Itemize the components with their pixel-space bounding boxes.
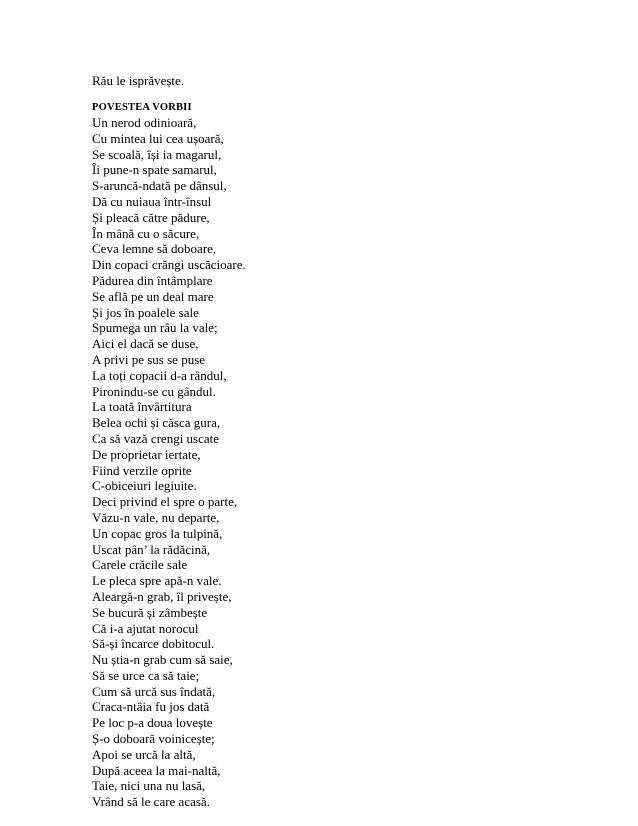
intro-line: Rău le isprăvește. bbox=[92, 73, 185, 88]
poem-line: Cu mintea lui cea ușoară, bbox=[92, 130, 224, 146]
poem-line: Belea ochi și căsca gura, bbox=[92, 415, 221, 431]
poem-line: S-aruncă-ndată pe dânsul, bbox=[92, 178, 227, 194]
poem-title: POVESTEA VORBII bbox=[92, 102, 192, 113]
poem-line: Uscat pân’ la rădăcină, bbox=[92, 541, 211, 557]
poem-line: Pe loc p-a doua lovește bbox=[92, 715, 213, 731]
poem-line: Se scoală, își ia magarul, bbox=[92, 146, 222, 162]
poem-line: Aleargă-n grab, îl privește, bbox=[92, 588, 232, 604]
poem-line: Văzu-n vale, nu departe, bbox=[92, 509, 220, 525]
poem-line: Pădurea din întâmplare bbox=[92, 272, 213, 288]
poem-line: La toți copacii d-a rândul, bbox=[92, 367, 227, 383]
poem-line: C-obiceiuri legiuite. bbox=[92, 478, 197, 494]
poem-line: De proprietar iertate, bbox=[92, 446, 201, 462]
poem-line: Dă cu nuiaua într-însul bbox=[92, 193, 212, 209]
poem-line: La toată învârtitura bbox=[92, 399, 192, 415]
poem-line: Că i-a ajutat norocul bbox=[92, 620, 199, 636]
poem-line: Îi pune-n spate samarul, bbox=[92, 162, 217, 178]
poem-line: Aici el dacă se duse, bbox=[92, 336, 199, 352]
poem-line: Ceva lemne să doboare, bbox=[92, 241, 217, 257]
poem-line: Ș-o doboară voinicește; bbox=[92, 731, 215, 747]
poem-line: Fiind verzile oprite bbox=[92, 462, 192, 478]
poem-line: În mână cu o săcure, bbox=[92, 225, 200, 241]
poem-body bbox=[92, 115, 246, 810]
poem-line: Și pleacă către pădure, bbox=[92, 209, 210, 225]
poem-line: Se află pe un deal mare bbox=[92, 288, 214, 304]
poem-line: Se bucură și zâmbește bbox=[92, 604, 208, 620]
poem-line: Cum să urcă sus îndată, bbox=[92, 683, 216, 699]
poem-line: După aceea la mai-naltă, bbox=[92, 762, 221, 778]
poem-line: Craca-ntâia fu jos dată bbox=[92, 699, 210, 715]
poem-line: Și jos în poalele sale bbox=[92, 304, 199, 320]
poem-line: Carele crăcile sale bbox=[92, 557, 188, 573]
poem-line: A privi pe sus se puse bbox=[92, 351, 206, 367]
poem-line: Pironindu-se cu gândul. bbox=[92, 383, 216, 399]
poem-line: Nu știa-n grab cum să saie, bbox=[92, 652, 233, 668]
poem-line: Deci privind el spre o parte, bbox=[92, 494, 238, 510]
poem-line: Să-și încarce dobitocul. bbox=[92, 636, 215, 652]
poem-line: Un copac gros la tulpină, bbox=[92, 525, 223, 541]
poem-line: Din copaci crăngi uscăcioare. bbox=[92, 257, 246, 273]
poem-line: Un nerod odinioară, bbox=[92, 115, 197, 130]
poem-line: Apoi se urcă la altă, bbox=[92, 746, 196, 762]
poem-line: Le pleca spre apă-n vale. bbox=[92, 573, 222, 589]
poem-line: Vrând să le care acasă. bbox=[92, 794, 210, 810]
poem-line: Taie, nici una nu lasă, bbox=[92, 778, 206, 794]
poem-line: Să se urce ca să taie; bbox=[92, 667, 200, 683]
poem-line: Spumega un râu la vale; bbox=[92, 320, 218, 336]
poem-line: Ca să vază crengi uscate bbox=[92, 430, 220, 446]
